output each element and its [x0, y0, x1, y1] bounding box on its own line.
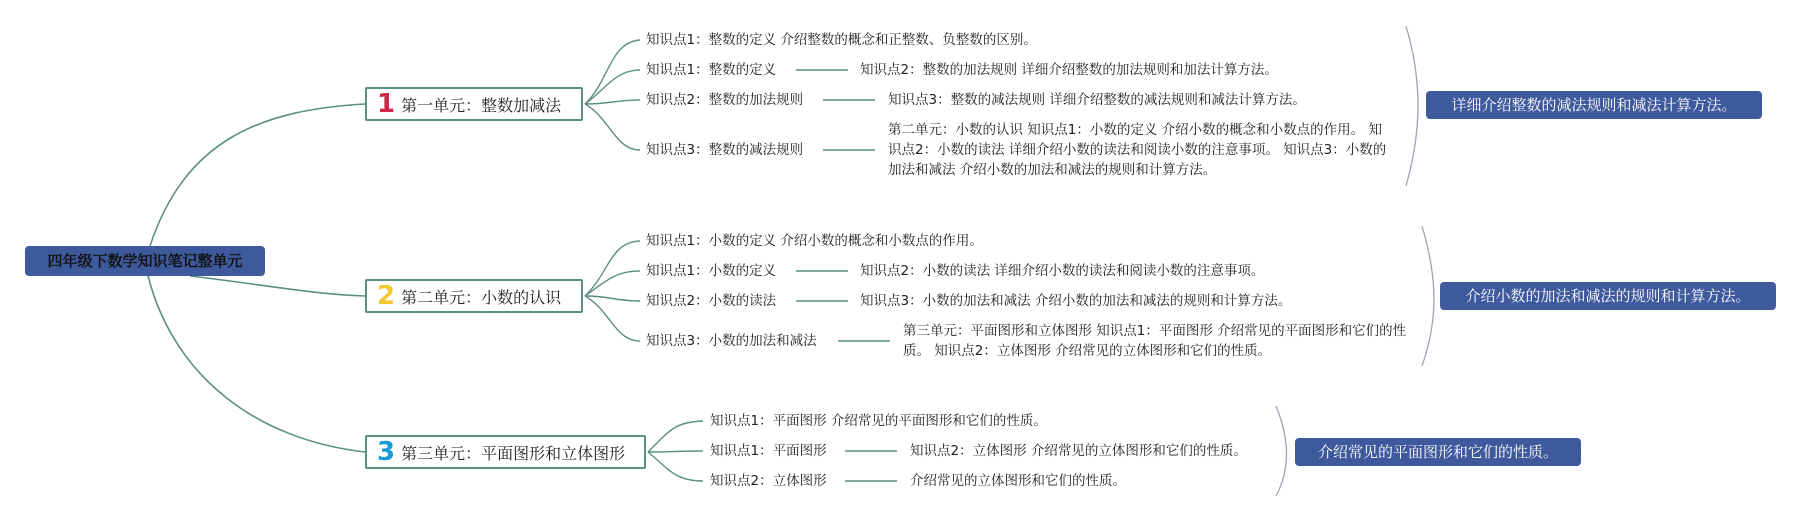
unit-2-number: 2	[377, 281, 396, 311]
unit-1-leaf-1[interactable]: 知识点1：整数的定义 介绍整数的概念和正整数、负整数的区别。	[646, 32, 1037, 48]
unit-3-label: 第三单元：平面图形和立体图形	[401, 443, 626, 463]
unit-2-leaf-4-child[interactable]: 第三单元：平面图形和立体图形 知识点1：平面图形 介绍常见的平面图形和它们的性质。 知识点2：立体图形 介绍常见的立体图形和它们的性质。	[903, 323, 1407, 359]
unit-3-node[interactable]	[365, 435, 646, 469]
unit-2-leaf-3[interactable]: 知识点2：小数的读法	[646, 293, 777, 309]
unit-2-leaf-4[interactable]: 知识点3：小数的加法和减法	[646, 333, 817, 349]
unit-1-summary[interactable]: 详细介绍整数的减法规则和减法计算方法。	[1426, 91, 1762, 119]
unit-1-leaf-2[interactable]: 知识点1：整数的定义	[646, 62, 777, 78]
unit-2-label: 第二单元：小数的认识	[401, 287, 562, 307]
unit-3-summary[interactable]: 介绍常见的平面图形和它们的性质。	[1295, 438, 1581, 466]
unit-3-leaf-2-child[interactable]: 知识点2：立体图形 介绍常见的立体图形和它们的性质。	[910, 443, 1247, 459]
unit-3-number: 3	[377, 437, 396, 467]
unit-3-leaf-3-child[interactable]: 介绍常见的立体图形和它们的性质。	[910, 473, 1126, 489]
unit-3-leaf-3[interactable]: 知识点2：立体图形	[710, 473, 827, 489]
unit-1-number: 1	[377, 89, 396, 119]
unit-2-node[interactable]	[365, 279, 583, 313]
unit-3-leaf-1[interactable]: 知识点1：平面图形 介绍常见的平面图形和它们的性质。	[710, 413, 1047, 429]
unit-2-leaf-3-child[interactable]: 知识点3：小数的加法和减法 介绍小数的加法和减法的规则和计算方法。	[860, 293, 1292, 309]
unit-1-leaf-3-child[interactable]: 知识点3：整数的减法规则 详细介绍整数的减法规则和减法计算方法。	[888, 92, 1306, 108]
unit-1-leaf-4-child[interactable]: 第二单元：小数的认识 知识点1：小数的定义 介绍小数的概念和小数点的作用。 知识点2：小数的读法 详细介绍小数的读法和阅读小数的注意事项。 知识点3：小数的加法和减法 介绍小数的加法和减法的规则和计算方法。	[888, 122, 1387, 178]
root-topic[interactable]: 四年级下数学知识笔记整单元	[25, 246, 265, 276]
unit-1-label: 第一单元：整数加减法	[401, 95, 562, 115]
unit-2-summary[interactable]: 介绍小数的加法和减法的规则和计算方法。	[1440, 282, 1776, 310]
unit-2-leaf-2-child[interactable]: 知识点2：小数的读法 详细介绍小数的读法和阅读小数的注意事项。	[860, 263, 1265, 279]
unit-1-leaf-2-child[interactable]: 知识点2：整数的加法规则 详细介绍整数的加法规则和加法计算方法。	[860, 62, 1278, 78]
unit-1-leaf-4[interactable]: 知识点3：整数的减法规则	[646, 142, 804, 158]
unit-2-leaf-2[interactable]: 知识点1：小数的定义	[646, 263, 777, 279]
unit-1-node[interactable]	[365, 87, 583, 121]
unit-3-leaf-2[interactable]: 知识点1：平面图形	[710, 443, 827, 459]
unit-2-leaf-1[interactable]: 知识点1：小数的定义 介绍小数的概念和小数点的作用。	[646, 233, 983, 249]
unit-1-leaf-3[interactable]: 知识点2：整数的加法规则	[646, 92, 804, 108]
